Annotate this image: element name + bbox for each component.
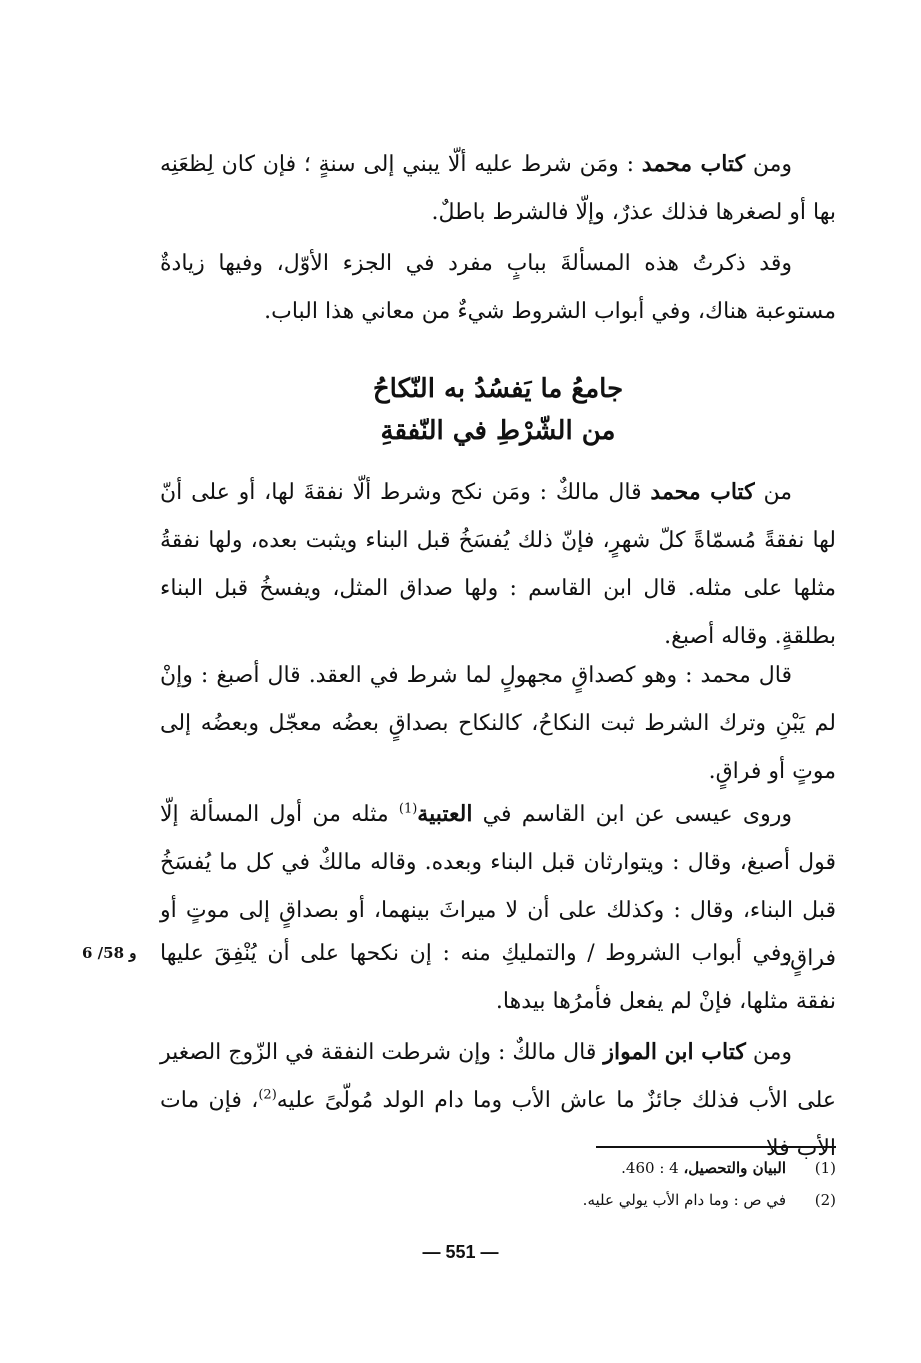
paragraph-text: قال مالكٌ : وإن شرطت النفقة في الزّوج الصغير على الأب فذلك جائزٌ ما عاش الأب وما دام الولد مُولّىً عليه <box>160 1040 836 1113</box>
heading-line-2: من الشّرْطِ في النّفقةِ <box>380 416 616 446</box>
footnote-ref[interactable]: (2) <box>258 1087 277 1103</box>
footnote-text: 4 : 460. <box>621 1159 679 1177</box>
paragraph-lead: ومن <box>752 1040 792 1065</box>
section-heading <box>160 368 836 452</box>
paragraph-2 <box>160 240 836 336</box>
book-title: كتاب محمد <box>641 151 746 177</box>
paragraph-6 <box>160 930 836 1026</box>
paragraph-text: وقد ذكرتُ هذه المسألةَ ببابٍ مفرد في الجزء الأوّل، وفيها زيادةٌ مستوعبة هناك، وفي أبواب الشروط شيءٌ من معاني هذا الباب. <box>160 251 836 324</box>
paragraph-tail: ، فإن مات الأب فلا <box>160 1088 836 1161</box>
footnote-text: في ص : وما دام الأب يولي عليه. <box>582 1191 786 1209</box>
paragraph-text: : ومَن شرط عليه ألّا يبني إلى سنةٍ ؛ فإن كان لِظعَنِه بها أو لصغرها فذلك عذرٌ، وإلّا فالشرط باطلٌ. <box>160 152 836 225</box>
footnotes <box>160 1152 836 1216</box>
book-title: كتاب ابن المواز <box>603 1039 746 1065</box>
footnote-ref[interactable]: (1) <box>398 801 418 817</box>
footnote-number: (2) <box>814 1191 836 1209</box>
book-title: كتاب محمد <box>650 479 755 505</box>
paragraph-text: قال محمد : وهو كصداقٍ مجهولٍ لما شرط في العقد. قال أصبغ : وإنْ لم يَبْنِ وترك الشرط ثبت النكاحُ، كالنكاح بصداقٍ بعضُه معجّل وبعضُه إلى موتٍ أو فراقٍ. <box>160 663 836 784</box>
paragraph-3 <box>160 468 836 661</box>
footnote-item <box>160 1184 836 1216</box>
footnote-source-title: البيان والتحصيل، <box>683 1159 786 1177</box>
paragraph-lead: ومن <box>752 152 792 177</box>
paragraph-text: قال مالكٌ : ومَن نكح وشرط ألّا نفقةَ لها، أو على أنّ لها نفقةً مُسمّاةً كلّ شهرٍ، فإنّ ذلك يُفسَخُ قبل البناء ويثبت بعده، ولها نفقةُ مثلها على مثله. قال ابن القاسم : ولها صداق المثل، ويفسخُ قبل البناء بطلقةٍ. وقاله أصبغ. <box>160 480 836 649</box>
heading-line-1: جامعُ ما يَفسُدُ به النّكاحُ <box>372 374 624 404</box>
paragraph-lead: وروى عيسى عن ابن القاسم في <box>482 802 792 827</box>
book-title: العتبية <box>417 801 473 827</box>
footnote-item <box>160 1152 836 1184</box>
manuscript-folio-note: 6 /58 و <box>82 944 137 962</box>
footnote-separator <box>596 1146 836 1148</box>
paragraph-text: وفي أبواب الشروط / والتمليكِ منه : إن نكحها على أن يُنْفِقَ عليها نفقة مثلها، فإنْ لم يفعل فأمرُها بيدها. <box>160 941 836 1014</box>
footnote-number: (1) <box>814 1159 836 1177</box>
paragraph-1 <box>160 140 836 237</box>
paragraph-lead: من <box>763 480 792 505</box>
page-number: — 551 — <box>422 1242 499 1262</box>
paragraph-4 <box>160 652 836 796</box>
paragraph-text: مثله من أول المسألة إلّا قول أصبغ، وقال : ويتوارثان قبل البناء وبعده. وقاله مالكٌ في كل ما يُفسَخُ قبل البناء، وقال : وكذلك على أن لا ميراثَ بينهما، أو بصداقٍ إلى موتٍ أو فراقٍ. <box>160 802 836 971</box>
